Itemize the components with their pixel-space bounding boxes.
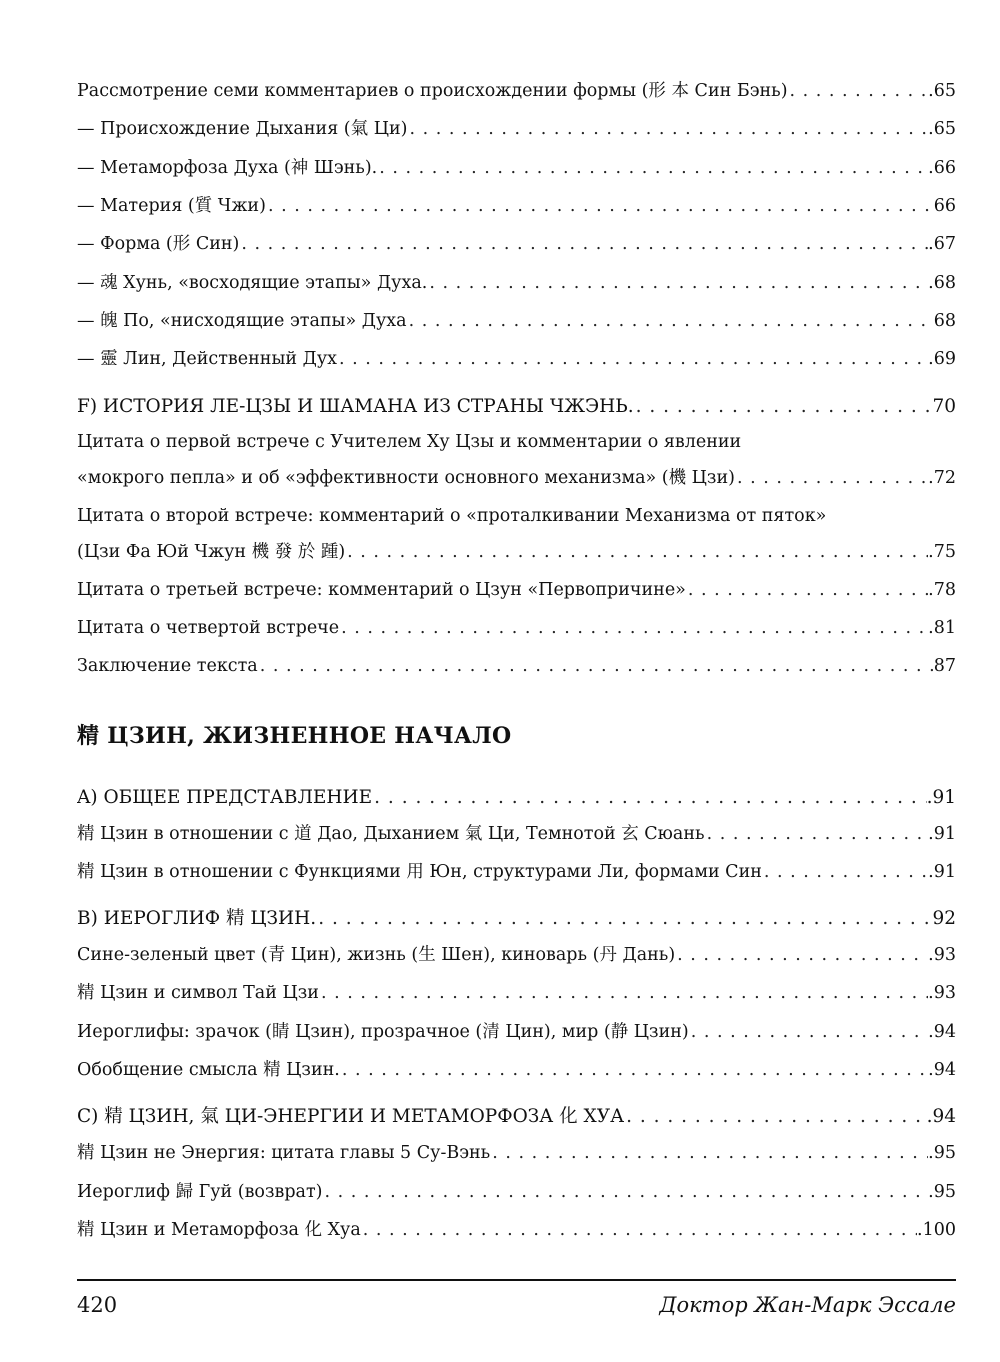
toc-entry-label: 精 Цзин не Энергия: цитата главы 5 Су-Вэнь	[77, 1143, 491, 1163]
leader-dots	[372, 785, 926, 811]
leader-dots	[258, 653, 934, 679]
leader-dots	[339, 615, 928, 641]
leader-dots	[762, 859, 928, 885]
toc-entry	[77, 1217, 956, 1243]
leader-dots	[407, 116, 928, 142]
toc-entry	[77, 346, 956, 372]
toc-entry-label: — Метаморфоза Духа (神 Шэнь).	[77, 158, 378, 178]
toc-section-heading-label: A) ОБЩЕЕ ПРЕДСТАВЛЕНИЕ	[77, 787, 373, 808]
footer-rule	[77, 1279, 956, 1281]
toc-entry	[77, 1179, 956, 1205]
toc-entry-page: .78	[928, 580, 956, 600]
toc-entry	[77, 308, 956, 334]
toc-entry-label: Иероглиф 歸 Гуй (возврат)	[77, 1182, 323, 1202]
leader-dots	[490, 1140, 928, 1166]
leader-dots	[675, 942, 928, 968]
leader-dots	[705, 821, 929, 847]
leader-dots	[337, 346, 928, 372]
toc-entry	[77, 1019, 956, 1045]
toc-entry	[77, 942, 956, 968]
leader-dots	[407, 308, 934, 334]
toc-entry	[77, 821, 956, 847]
leader-dots	[427, 270, 928, 296]
toc-entry-label: Иероглифы: зрачок (睛 Цзин), прозрачное (清 Цин), мир (静 Цзин)	[77, 1022, 689, 1042]
leader-dots	[323, 1179, 929, 1205]
leader-dots	[340, 1057, 928, 1083]
toc-entry-page: .95	[928, 1143, 956, 1163]
toc-entry-label: Обобщение смысла 精 Цзин.	[77, 1060, 340, 1080]
leader-dots	[319, 980, 928, 1006]
toc-entry-label: Цитата о четвертой встрече	[77, 618, 340, 638]
leader-dots	[624, 1104, 926, 1130]
toc-entry	[77, 577, 956, 603]
toc-entry-label: — Форма (形 Син)	[77, 234, 240, 254]
toc-entry-label: Цитата о первой встрече с Учителем Ху Цзы и комментарии о явлении	[77, 432, 742, 452]
leader-dots	[735, 465, 928, 491]
toc-entry-page: .72	[928, 468, 956, 488]
toc-section-heading-page: 70	[932, 396, 956, 417]
toc-section-heading-label: B) ИЕРОГЛИФ 精 ЦЗИН.	[77, 908, 317, 929]
toc-entry	[77, 270, 956, 296]
chapter-title: 精 ЦЗИН, ЖИЗНЕННОЕ НАЧАЛО	[77, 723, 512, 749]
toc-entry-page: .91	[928, 824, 956, 844]
toc-section-heading-label: C) 精 ЦЗИН, 氣 ЦИ-ЭНЕРГИИ И МЕТАМОРФОЗА 化 ХУА	[77, 1106, 625, 1127]
toc-entry-label: 精 Цзин и Метаморфоза 化 Хуа	[77, 1220, 361, 1240]
toc-section-heading-label: F) ИСТОРИЯ ЛЕ-ЦЗЫ И ШАМАНА ИЗ СТРАНЫ ЧЖЭНЬ.	[77, 396, 634, 417]
toc-entry-label: 精 Цзин в отношении с Функциями 用 Юн, структурами Ли, формами Син	[77, 862, 762, 882]
leader-dots	[316, 906, 932, 932]
toc-entry-page: .93	[928, 945, 956, 965]
leader-dots	[689, 1019, 928, 1045]
leader-dots	[361, 1217, 917, 1243]
toc-section-heading	[77, 1104, 956, 1130]
toc-entry-label: — Происхождение Дыхания (氣 Ци)	[77, 119, 408, 139]
toc-entry	[77, 155, 956, 181]
toc-entry-page: .69	[928, 349, 956, 369]
toc-entry	[77, 1057, 956, 1083]
toc-entry	[77, 859, 956, 885]
toc-entry-page: 68	[933, 311, 956, 331]
toc-entry-page: .75	[928, 542, 956, 562]
toc-entry-page: .66	[928, 158, 956, 178]
toc-entry-page: .91	[928, 862, 956, 882]
toc-section-heading-page: .91	[926, 787, 956, 808]
toc-entry-page: .67	[928, 234, 956, 254]
toc-section-heading	[77, 906, 956, 932]
toc-entry-page: .68	[928, 273, 956, 293]
toc-entry-label: — 魂 Хунь, «восходящие этапы» Духа.	[77, 273, 428, 293]
toc-entry-label: 精 Цзин в отношении с 道 Дао, Дыханием 氣 Ци, Темнотой 玄 Сюань	[77, 824, 705, 844]
page-number: 420	[77, 1293, 118, 1317]
toc-entry-label: — Материя (質 Чжи)	[77, 196, 266, 216]
toc-entry-label: «мокрого пепла» и об «эффективности основного механизма» (機 Цзи)	[77, 468, 735, 488]
toc-entry	[77, 465, 956, 491]
toc-entry	[77, 193, 956, 219]
toc-entry-page: .93	[928, 983, 956, 1003]
running-footer-author: Доктор Жан-Марк Эссале	[659, 1293, 956, 1317]
toc-entry-page: 87	[933, 656, 956, 676]
toc-entry-line	[77, 429, 956, 455]
leader-dots	[788, 78, 929, 104]
toc-entry	[77, 1140, 956, 1166]
toc-entry-page: .100	[917, 1220, 956, 1240]
toc-entry	[77, 231, 956, 257]
toc-entry-label: Рассмотрение семи комментариев о происхождении формы (形 本 Син Бэнь)	[77, 81, 788, 101]
toc-section-heading	[77, 394, 956, 420]
toc-entry	[77, 539, 956, 565]
toc-entry	[77, 78, 956, 104]
toc-entry-label: Заключение текста	[77, 656, 258, 676]
toc-entry-label: Цитата о третьей встрече: комментарий о Цзун «Первопричине»	[77, 580, 686, 600]
toc-entry-label: (Цзи Фа Юй Чжун 機 發 於 踵)	[77, 542, 346, 562]
toc-entry	[77, 653, 956, 679]
leader-dots	[266, 193, 934, 219]
toc-entry	[77, 116, 956, 142]
leader-dots	[634, 394, 933, 420]
toc-entry-page: 66	[933, 196, 956, 216]
toc-entry-page: .65	[928, 81, 956, 101]
toc-entry-page: .94	[928, 1060, 956, 1080]
leader-dots	[239, 231, 928, 257]
toc-entry-label: 精 Цзин и символ Тай Цзи	[77, 983, 319, 1003]
toc-entry	[77, 980, 956, 1006]
toc-section-heading-page: .94	[926, 1106, 956, 1127]
toc-entry-page: .65	[928, 119, 956, 139]
toc-entry-line	[77, 503, 956, 529]
toc-entry-label: — 魄 По, «нисходящие этапы» Духа	[77, 311, 407, 331]
toc-entry-page: .95	[928, 1182, 956, 1202]
toc-entry	[77, 615, 956, 641]
leader-dots	[686, 577, 928, 603]
toc-entry-label: Сине-зеленый цвет (青 Цин), жизнь (生 Шен), киноварь (丹 Дань)	[77, 945, 676, 965]
toc-entry-page: .81	[928, 618, 956, 638]
toc-section-heading	[77, 785, 956, 811]
leader-dots	[345, 539, 928, 565]
toc-entry-page: .94	[928, 1022, 956, 1042]
toc-entry-label: Цитата о второй встрече: комментарий о «проталкивании Механизма от пяток»	[77, 506, 827, 526]
leader-dots	[377, 155, 928, 181]
toc-entry-label: — 靈 Лин, Действенный Дух	[77, 349, 337, 369]
toc-section-heading-page: 92	[932, 908, 956, 929]
